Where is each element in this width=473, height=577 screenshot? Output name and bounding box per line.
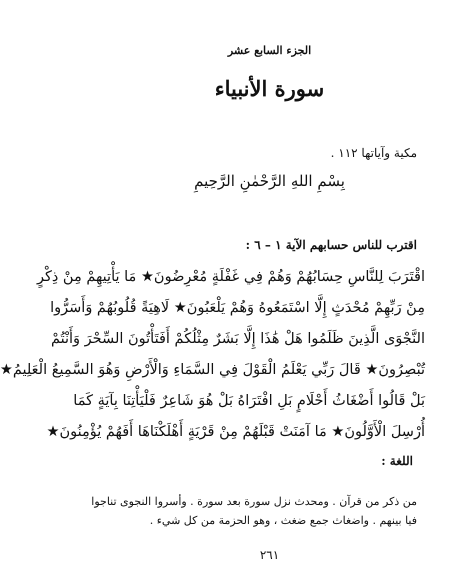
verse-line: النَّجْوَى الَّذِينَ ظَلَمُوا هَلْ هَٰذَا إِلَّا بَشَرٌ مِثْلُكُمْ أَفَتَأْتُونَ السِّحْرَ وَأَنْتُمْ [50,331,425,347]
note-line: من ذكر من قرآن . ومحدث نزل سورة بعد سورة . وأسروا النجوى تناجوا [91,495,417,508]
verse-line: تُبْصِرُونَ★ قَالَ رَبِّي يَعْلَمُ الْقَوْلَ فِي السَّمَاءِ وَالْأَرْضِ وَهُوَ السَّمِيعُ الْعَلِيمُ★ [0,362,425,378]
note-line: فيا بينهم . واضغاث جمع ضغث ، وهو الحزمة من كل شيء . [149,514,417,527]
page-number: ٢٦١ [259,548,280,562]
vocabulary-notes [91,492,417,530]
section-heading: اقترب للناس حسابهم الآية ١ – ٦ : [245,238,417,252]
verse-line: بَلْ قَالُوا أَضْغَاثُ أَحْلَامٍ بَلِ افْتَرَاهُ بَلْ هُوَ شَاعِرٌ فَلْيَأْتِنَا بِآيَةٍ كَمَا [73,393,425,409]
surah-title: سورة الأنبياء [214,76,325,101]
basmala: بِسْمِ اللهِ الرَّحْمٰنِ الرَّحِيمِ [194,172,345,190]
vocabulary-heading: اللغة : [381,454,413,468]
verse-block [0,262,425,448]
part-label: الجزء السابع عشر [227,44,312,57]
verse-line: مِنْ رَبِّهِمْ مُحْدَثٍ إِلَّا اسْتَمَعُوهُ وَهُمْ يَلْعَبُونَ★ لَاهِيَةً قُلُوبُهُمْ وَأَسَرُّوا [50,300,425,316]
verse-line: اقْتَرَبَ لِلنَّاسِ حِسَابُهُمْ وَهُمْ فِي غَفْلَةٍ مُعْرِضُونَ★ مَا يَأْتِيهِمْ مِنْ ذِكْرٍ [36,269,425,285]
surah-meta: مكية وآياتها ١١٢ . [330,146,417,160]
verse-line: أُرْسِلَ الْأَوَّلُونَ★ مَا آمَنَتْ قَبْلَهُمْ مِنْ قَرْيَةٍ أَهْلَكْنَاهَا أَفَهُمْ يُؤْمِنُونَ★ [46,424,425,440]
